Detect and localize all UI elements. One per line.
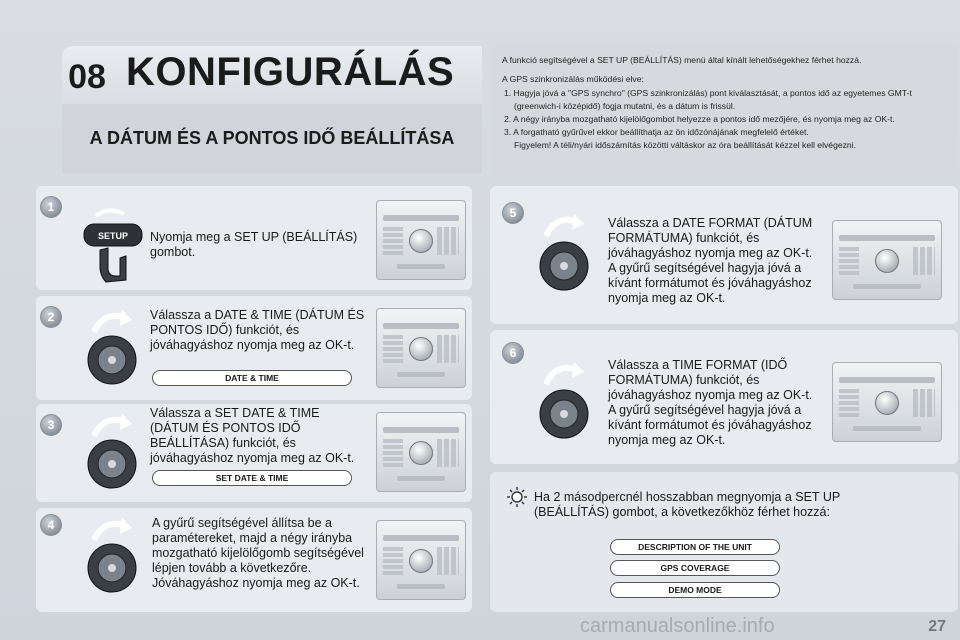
info-intro: A funkció segítségével a SET UP (BEÁLLÍTÁS) menü által kínált lehetőségekhez férhet hozzá. [502,55,862,65]
chapter-number: 08 [68,58,106,96]
list-item: 3. A forgatható gyűrűvel ekkor beállíthatja az ön időzónájának megfelelő értéket. [504,127,809,137]
setup-button-icon [78,206,148,286]
step-number-badge: 3 [40,414,62,436]
rotate-knob-icon [536,356,592,446]
info-panel [492,46,958,174]
date-time-pill: DATE & TIME [152,370,352,386]
demo-mode-pill: DEMO MODE [610,582,780,598]
page-number: 27 [928,618,946,635]
description-unit-pill: DESCRIPTION OF THE UNIT [610,539,780,555]
tip-text: Ha 2 másodpercnél hosszabban megnyomja a SET UP (BEÁLLÍTÁS) gombot, a következőkhöz férhet hozzá: [534,490,840,519]
sun-icon [506,486,528,508]
set-date-time-pill: SET DATE & TIME [152,470,352,486]
setup-button-illustration [78,206,148,286]
step-4-text: A gyűrű segítségével állítsa be a paramétereket, majd a négy irányba mozgatható kijelölőgomb segítségével lépjen tovább a következőre. Jóváhagyáshoz nyomja meg az OK-t. [152,516,364,590]
radio-unit-image [376,200,466,280]
rotate-knob-icon [536,208,592,298]
knob-rotate-illustration [536,208,592,298]
radio-unit-image [376,412,466,492]
page-subtitle: A DÁTUM ÉS A PONTOS IDŐ BEÁLLÍTÁSA [89,128,455,148]
knob-rotate-illustration [84,514,140,600]
step-6-text: Válassza a TIME FORMAT (IDŐ FORMÁTUMA) funkciót, és jóváhagyáshoz nyomja meg az OK-t. A gyűrű segítségével hagyja jóvá a kívánt formátumot és jóváhagyáshoz nyomja meg az OK-t. [608,358,813,447]
rotate-knob-icon [84,306,140,392]
gps-coverage-pill: GPS COVERAGE [610,560,780,576]
step-number-badge: 4 [40,514,62,536]
gps-steps-list [502,87,948,152]
radio-unit-image [832,362,942,442]
page-title: KONFIGURÁLÁS [126,50,455,94]
step-number-badge: 6 [502,342,524,364]
gps-title: A GPS szinkronizálás működési elve: [502,74,644,84]
rotate-knob-icon [84,514,140,600]
step-1-text: Nyomja meg a SET UP (BEÁLLÍTÁS) gombot. [150,230,358,259]
rotate-knob-icon [84,410,140,496]
step-2-text: Válassza a DATE & TIME (DÁTUM ÉS PONTOS IDŐ) funkciót, és jóváhagyáshoz nyomja meg az OK-t. [150,308,365,352]
list-item: 2. A négy irányba mozgatható kijelölőgombot helyezze a pontos idő mezőjére, és nyomja meg az OK-t. [504,114,895,124]
step-number-badge: 2 [40,306,62,328]
list-item: 1. Hagyja jóvá a "GPS synchro" (GPS szinkronizálás) pont kiválasztását, a pontos idő az egyetemes GMT-t (greenwich-i középidő) fogja mutatni, és a dátum is frissül. [504,88,912,111]
radio-unit-image [376,308,466,388]
watermark: carmanualsonline.info [580,615,775,637]
knob-rotate-illustration [536,356,592,446]
step-number-badge: 1 [40,196,62,218]
info-note: Figyelem! A téli/nyári időszámítás közötti váltáskor az óra beállítását kézzel kell elvégezni. [514,140,856,150]
step-3-text: Válassza a SET DATE & TIME (DÁTUM ÉS PONTOS IDŐ BEÁLLÍTÁSA) funkciót, és jóváhagyáshoz nyomja meg az OK-t. [150,406,355,465]
step-number-badge: 5 [502,202,524,224]
knob-rotate-illustration [84,410,140,496]
radio-unit-image [376,520,466,600]
radio-unit-image [832,220,942,300]
knob-rotate-illustration [84,306,140,392]
svg-text:SETUP: SETUP [97,231,129,241]
step-5-text: Válassza a DATE FORMAT (DÁTUM FORMÁTUMA) funkciót, és jóváhagyáshoz nyomja meg az OK-t. A gyűrű segítségével hagyja jóvá a kívánt formátumot és jóváhagyáshoz nyomja meg az OK-t. [608,216,813,305]
